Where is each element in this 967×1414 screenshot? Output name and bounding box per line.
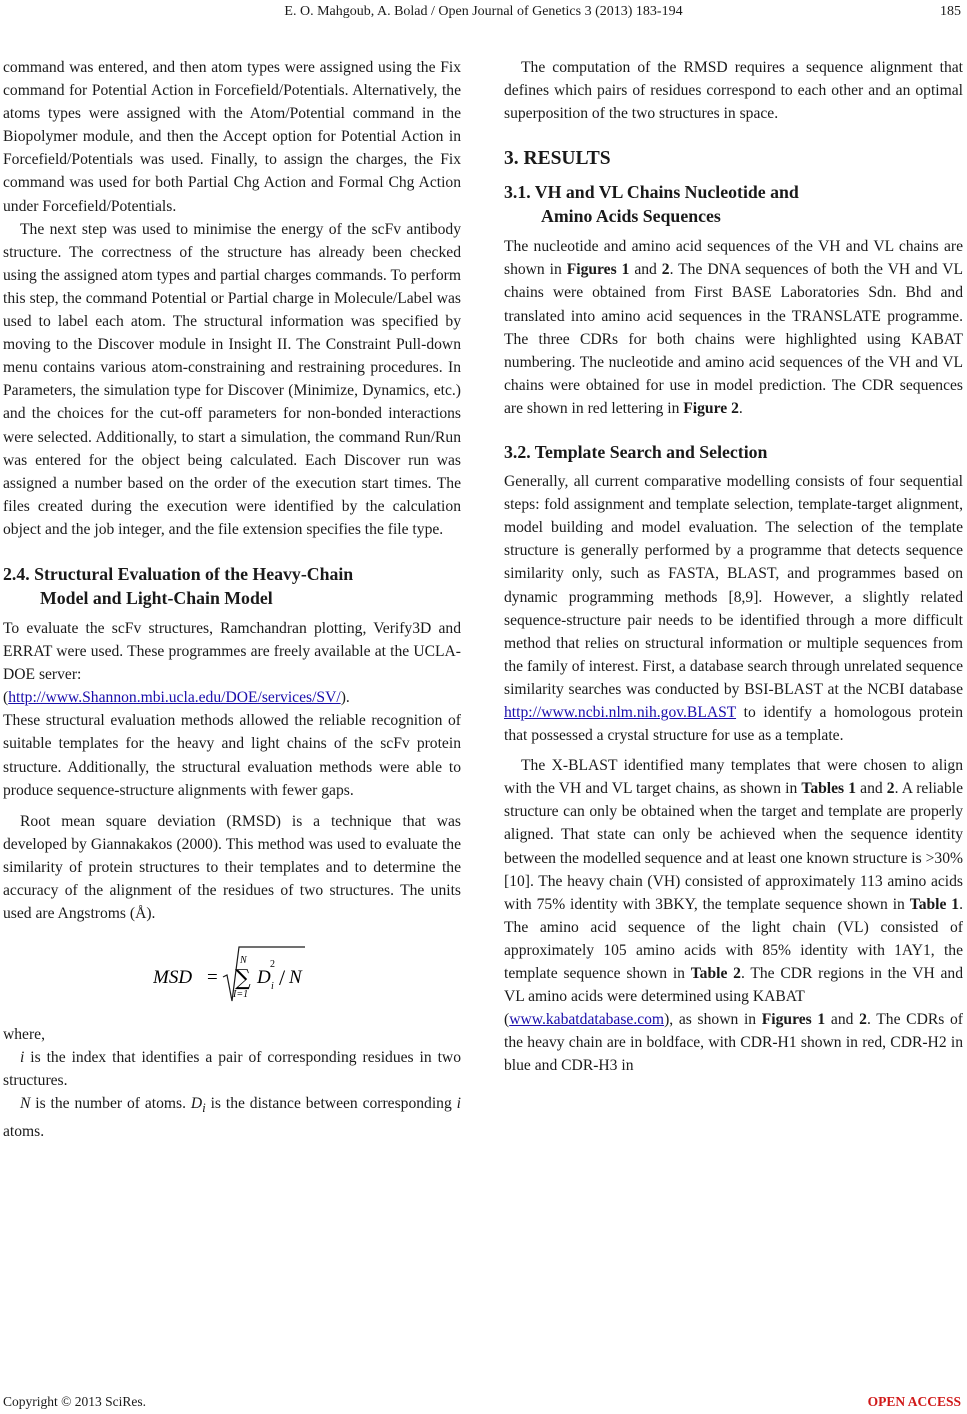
right-column bbox=[504, 56, 963, 1077]
section-heading-results: 3. RESULTS bbox=[504, 148, 611, 170]
paragraph bbox=[504, 470, 963, 747]
paragraph-text: and bbox=[825, 1011, 860, 1029]
figure-ref: 2 bbox=[859, 1011, 867, 1029]
paragraph: The next step was used to minimise the energy of the scFv antibody structure. The correctness of the structure has already been checked using the assigned atom types and partial charges commands. To perform this step, the command Potential or Partial charge in Molecule/Label was used to label each atom. The structural information was specified by moving to the Discover module in Insight II. The Constraint Pull-down menu contains various atom-constraining and restraining procedures. In Parameters, the simulation type for Discover (Minimize, Dynamics, etc.) and the choices for the cut-off parameters for non-bonded interactions were selected. Additionally, to start a simulation, the command Run/Run was entered for the object being calculated. Each Discover run was assigned a number based on the order of the execution start times. The files created during the execution were identified by the calculation object and the job integer, and the file extension specifies the file type. bbox=[3, 220, 461, 538]
paragraph-text: and bbox=[629, 261, 662, 279]
open-access-label: OPEN ACCESS bbox=[867, 1394, 961, 1409]
paragraph-text: To evaluate the scFv structures, Ramchandran plotting, Verify3D and ERRAT were used. These programmes are freely available at the UCLA-DOE server: bbox=[3, 619, 461, 684]
paragraph-text: The nucleotide and amino acid sequences of the VH and VL chains are shown in bbox=[504, 238, 963, 279]
heading-line: 2.4. Structural Evaluation of the Heavy-Chain bbox=[3, 563, 354, 584]
var-n: N bbox=[20, 1095, 31, 1113]
heading-line: 3.1. VH and VL Chains Nucleotide and bbox=[504, 182, 799, 203]
figure-ref: 2 bbox=[661, 261, 670, 279]
figure-ref: Figure 2 bbox=[683, 399, 739, 417]
section-heading-3-2: 3.2. Template Search and Selection bbox=[504, 442, 768, 463]
paren: ( bbox=[504, 1011, 510, 1029]
page-footer bbox=[0, 1392, 967, 1414]
left-column bbox=[3, 56, 461, 1143]
paragraph-text: . The CDRs of the heavy chain are in boldface, with CDR-H1 shown in red, CDR-H2 in blue and CDR-H3 in bbox=[504, 1011, 963, 1075]
ncbi-blast-link[interactable]: http://www.ncbi.nlm.nih.gov.BLAST bbox=[504, 703, 737, 721]
paragraph-text: ), as shown in bbox=[664, 1011, 762, 1029]
paragraph: command was entered, and then atom types were assigned using the Fix command for Potential Action in Forcefield/Potentials. Alternatively, the atoms types were assigned with the Atom/Potential command in the Biopolymer module, and then the Accept option for Potential Action in Forcefield/Potentials was used. Finally, to assign the charges, the Fix command was used for both Partial Chg Action and Formal Chg Action under Forcefield/Potentials. bbox=[3, 59, 461, 215]
figure-ref: Figures 1 bbox=[566, 261, 630, 279]
paragraph-text: Generally, all current comparative modelling consists of four sequential steps: fold assignment and template selection, template-target alignment, model building and model evaluation. The selection of the template structure is generally performed by a programme that detects sequence similarity only, such as FASTA, BLAST, and programmes based on dynamic programming methods [8,9]. However, a slightly related sequence-structure pair needs to be identified through a more difficult method that relies on structural information or multiple sequences from the family of interest. First, a database search through unrelated sequence similarity searches was conducted by BSI-BLAST at the NCBI database bbox=[504, 473, 963, 698]
figure-ref: Figures 1 bbox=[761, 1011, 826, 1029]
var-i: i bbox=[20, 1049, 25, 1067]
paragraph-text: is the number of atoms. bbox=[30, 1095, 191, 1113]
var-d: D bbox=[190, 1095, 203, 1113]
paragraph-text: . The DNA sequences of both the VH and VL chains were obtained from First BASE Laboratories Sdn. Bhd and translated into amino acid sequences in the TRANSLATE programme. The three CDRs for both chains were highlighted using KABAT numbering. The nucleotide and amino acid sequences of the VH and VL chains were obtained for use in model prediction. The CDR sequences are shown in red lettering in bbox=[504, 261, 964, 417]
page-number: 185 bbox=[940, 4, 961, 19]
paragraph-text: The X-BLAST identified many templates that were chosen to align with the VH and VL target chains, as shown in bbox=[504, 757, 963, 798]
paragraph-text: . bbox=[738, 399, 743, 417]
paren: ( bbox=[3, 689, 9, 707]
table-ref: Table 1 bbox=[909, 895, 960, 913]
paragraph-text: and bbox=[856, 780, 887, 798]
paragraph-text: is the distance between corresponding bbox=[205, 1095, 457, 1113]
formula-graphic bbox=[153, 933, 323, 1021]
paragraph bbox=[504, 754, 963, 1077]
sum-sign: ∑ bbox=[235, 966, 251, 992]
table-ref: Table 2 bbox=[690, 965, 741, 982]
formula-exp: 2 bbox=[270, 959, 275, 971]
formula-n: N bbox=[289, 967, 302, 989]
paragraph bbox=[504, 235, 963, 420]
page-header bbox=[0, 0, 967, 24]
var-sub: i bbox=[202, 1100, 206, 1116]
heading-line: Amino Acids Sequences bbox=[541, 206, 721, 227]
kabat-database-link[interactable]: www.kabatdatabase.com bbox=[509, 1011, 665, 1029]
paragraph bbox=[3, 1046, 461, 1092]
paragraph bbox=[3, 1092, 461, 1142]
paren: ). bbox=[340, 689, 350, 707]
rmsd-formula bbox=[3, 933, 461, 1023]
paragraph: Root mean square deviation (RMSD) is a technique that was developed by Giannakakos (2000). This method was used to evaluate the similarity of protein structures to their templates and to determine the accuracy of the alignment of the residues of two structures. The units used are Angstroms (Å). bbox=[3, 812, 461, 923]
paragraph-text: . The amino acid sequence of the light chain (VL) consisted of approximately 105 amino acids with 85% identity with 1AY1, the template sequence shown in bbox=[504, 895, 964, 982]
table-ref: 2 bbox=[886, 780, 895, 798]
paragraph-text: . A reliable structure can only be obtained when the target and template are properly aligned. That state can only be achieved when the sequence identity between the modelled sequence and at least one known structure is >30% [10]. The heavy chain (VH) consisted of approximately 113 amino acids with 75% identity with 3BKY, the template sequence shown in bbox=[504, 780, 963, 913]
paragraph bbox=[3, 617, 461, 709]
paragraph-text: atoms. bbox=[3, 1122, 45, 1140]
formula-sub: i bbox=[271, 981, 274, 993]
formula-slash: / bbox=[279, 965, 286, 991]
paragraph-text: to identify a homologous protein that possessed a crystal structure for use as a template. bbox=[504, 703, 963, 745]
section-heading-3-1 bbox=[504, 180, 963, 228]
running-title: E. O. Mahgoub, A. Bolad / Open Journal of Genetics 3 (2013) 183-194 bbox=[284, 4, 683, 19]
formula-lhs: MSD bbox=[153, 967, 193, 989]
paragraph-text: . The CDR regions in the VH and VL amino acids were determined using KABAT bbox=[504, 965, 963, 1006]
paragraph-text: is the index that identifies a pair of corresponding residues in two structures. bbox=[3, 1049, 461, 1090]
section-heading-2-4 bbox=[3, 562, 461, 610]
formula-d: D bbox=[257, 967, 271, 989]
sum-upper: N bbox=[240, 955, 247, 967]
paragraph: The computation of the RMSD requires a sequence alignment that defines which pairs of residues correspond to each other and an optimal superposition of the two structures in space. bbox=[504, 59, 963, 123]
paragraph: These structural evaluation methods allowed the reliable recognition of suitable templates for the heavy and light chains of the scFv protein structure. Additionally, the structural evaluation methods were able to produce sequence-structure alignments with fewer gaps. bbox=[3, 712, 461, 799]
var-i: i bbox=[456, 1095, 461, 1113]
ucla-server-link[interactable]: http://www.Shannon.mbi.ucla.edu/DOE/services/SV/ bbox=[8, 689, 341, 707]
heading-line: Model and Light-Chain Model bbox=[40, 587, 273, 608]
paragraph: where, bbox=[3, 1026, 45, 1044]
formula-equals: = bbox=[207, 967, 218, 989]
copyright-notice: Copyright © 2013 SciRes. bbox=[3, 1394, 147, 1409]
table-ref: Tables 1 bbox=[801, 780, 857, 798]
sum-lower: I=1 bbox=[233, 989, 249, 1001]
